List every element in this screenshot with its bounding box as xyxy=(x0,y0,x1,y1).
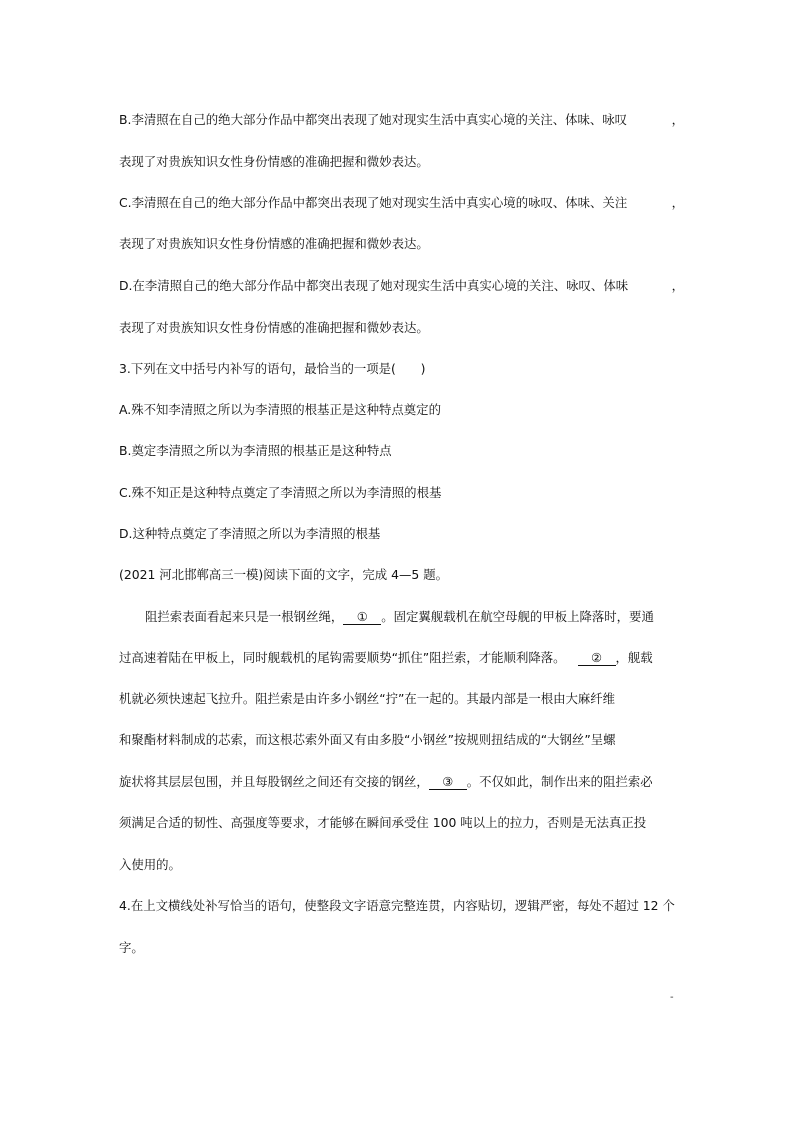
option-d-line2: 表现了对贵族知识女性身份情感的准确把握和微妙表达。 xyxy=(119,320,429,335)
passage-line-5 xyxy=(119,774,684,790)
option-c-line1 xyxy=(119,195,684,211)
passage-text: 阻拦索表面看起来只是一根钢丝绳， xyxy=(145,609,344,624)
passage-text: 。固定翼舰载机在航空母舰的甲板上降落时，要通 xyxy=(381,609,654,624)
question-3-option-b: B.奠定李清照之所以为李清照的根基正是这种特点 xyxy=(119,443,392,458)
passage-line-6: 须满足合适的韧性、高强度等要求，才能够在瞬间承受住 100 吨以上的拉力，否则是无法真正投 xyxy=(119,815,647,830)
option-c-text: C.李清照在自己的绝大部分作品中都突出表现了她对现实生活中真实心境的咏叹、体味、关注 xyxy=(119,195,628,210)
passage-line-4: 和聚酯材料制成的芯索，而这根芯索外面又有由多股“小钢丝”按规则扭结成的“大钢丝”呈螺 xyxy=(119,732,616,747)
passage-text: 旋状将其层层包围，并且每股钢丝之间还有交接的钢丝， xyxy=(119,774,429,789)
passage-source: (2021 河北邯郸高三一模)阅读下面的文字，完成 4—5 题。 xyxy=(119,567,448,582)
option-b-line1 xyxy=(119,112,684,128)
option-b-comma: ， xyxy=(671,112,684,127)
option-b-line2: 表现了对贵族知识女性身份情感的准确把握和微妙表达。 xyxy=(119,154,429,169)
option-d-text: D.在李清照自己的绝大部分作品中都突出表现了她对现实生活中真实心境的关注、咏叹、体味 xyxy=(119,278,629,293)
question-3-option-d: D.这种特点奠定了李清照之所以为李清照的根基 xyxy=(119,526,381,541)
blank-3[interactable]: ③ xyxy=(429,775,467,790)
passage-text: 过高速着陆在甲板上，同时舰载机的尾钩需要顺势“抓住”阻拦索，才能顺利降落。 xyxy=(119,650,566,665)
question-4-line1: 4.在上文横线处补写恰当的语句，使整段文字语意完整连贯，内容贴切，逻辑严密，每处不超过 12 个 xyxy=(119,898,675,913)
question-3-option-a: A.殊不知李清照之所以为李清照的根基正是这种特点奠定的 xyxy=(119,402,441,417)
question-3-option-c: C.殊不知正是这种特点奠定了李清照之所以为李清照的根基 xyxy=(119,485,442,500)
option-b-text: B.李清照在自己的绝大部分作品中都突出表现了她对现实生活中真实心境的关注、体味、咏叹 xyxy=(119,112,628,127)
passage-text: ，舰载 xyxy=(615,650,653,665)
page-footer-mark: - xyxy=(670,992,674,1003)
blank-2[interactable]: ② xyxy=(578,651,616,666)
question-4-line2: 字。 xyxy=(119,940,144,955)
passage-line-1 xyxy=(145,609,684,625)
option-d-comma: ， xyxy=(671,278,684,293)
option-d-line1 xyxy=(119,278,684,294)
question-3-stem: 3.下列在文中括号内补写的语句，最恰当的一项是( ) xyxy=(119,361,426,376)
option-c-line2: 表现了对贵族知识女性身份情感的准确把握和微妙表达。 xyxy=(119,236,429,251)
passage-text: 。不仅如此，制作出来的阻拦索必 xyxy=(466,774,653,789)
blank-1[interactable]: ① xyxy=(343,610,381,625)
passage-line-7: 入使用的。 xyxy=(119,857,181,872)
option-c-comma: ， xyxy=(671,195,684,210)
passage-line-2 xyxy=(119,650,684,666)
passage-line-3: 机就必须快速起飞拉升。阻拦索是由许多小钢丝“拧”在一起的。其最内部是一根由大麻纤维 xyxy=(119,691,616,706)
